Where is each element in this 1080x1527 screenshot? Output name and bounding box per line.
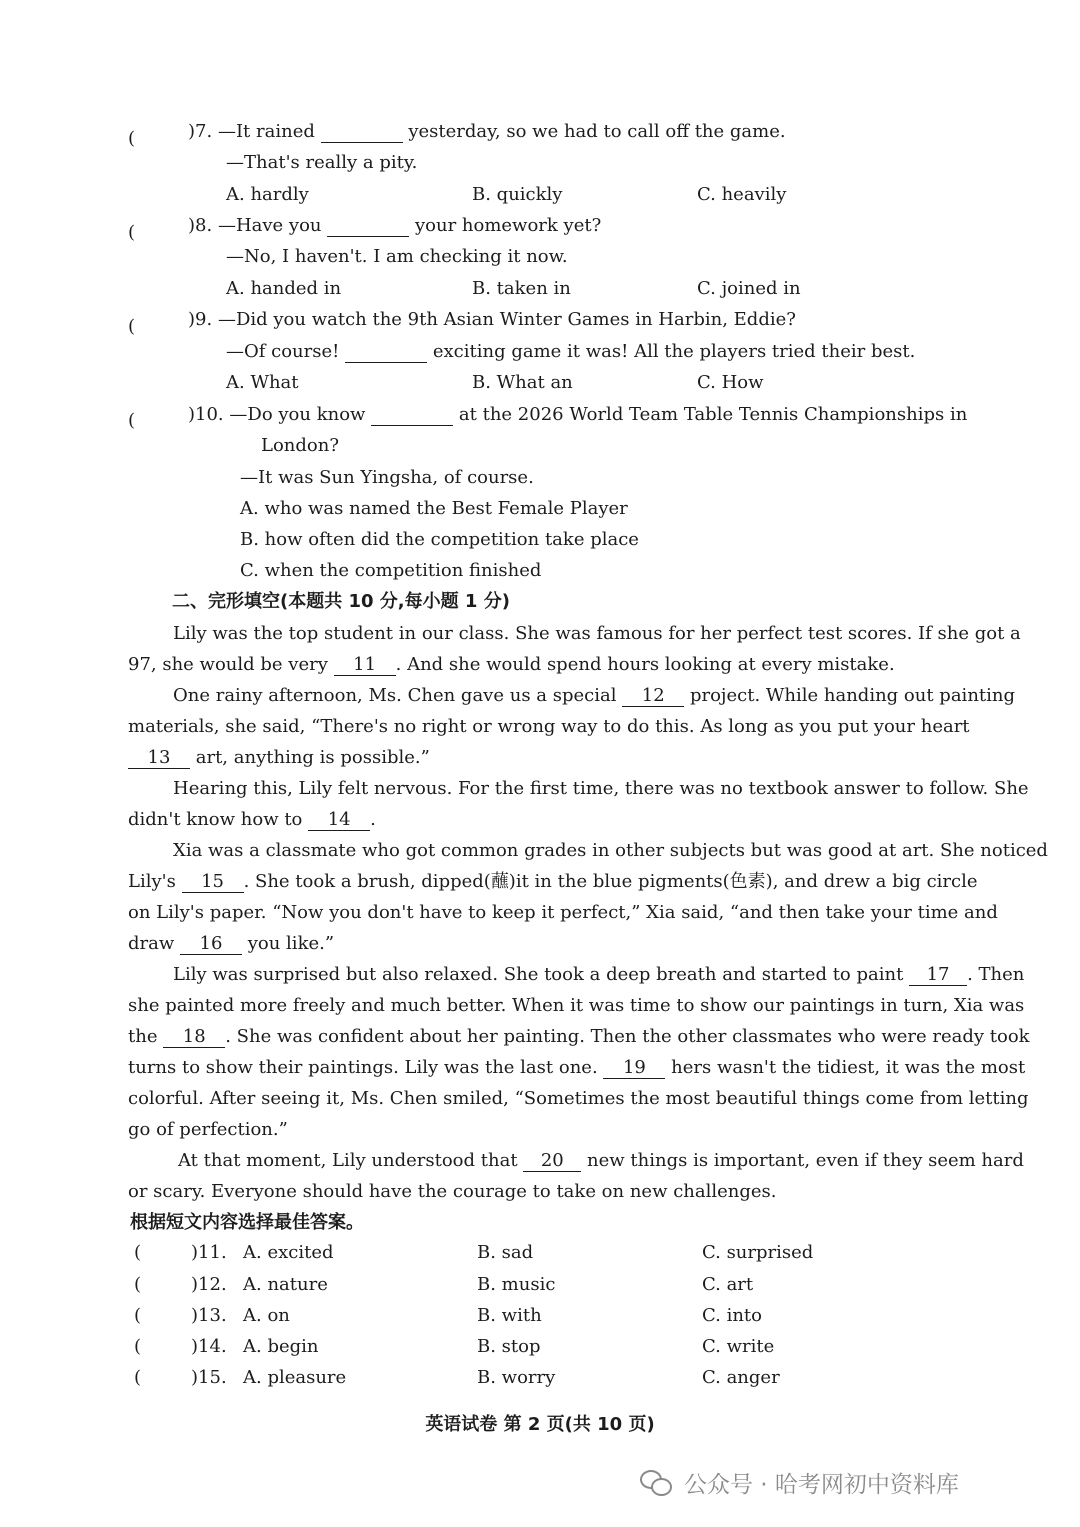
- cloze-blank-15: 15: [182, 872, 244, 893]
- wechat-icon: [640, 1470, 674, 1496]
- question-text: —It rained: [217, 121, 315, 142]
- question-9-line2: [226, 340, 915, 364]
- answer-paren: (: [128, 128, 136, 149]
- answer-paren: (: [128, 410, 136, 431]
- passage-line: At that moment, Lily understood that 20 new things is important, even if they seem hard: [178, 1150, 1024, 1171]
- question-text: —Did you watch the 9th Asian Winter Games in Harbin, Eddie?: [217, 309, 796, 330]
- question-10-line2: —It was Sun Yingsha, of course.: [240, 467, 534, 488]
- option-a: A. excited: [243, 1242, 334, 1263]
- option-c: C. surprised: [702, 1242, 814, 1263]
- option-b: B. with: [477, 1305, 542, 1326]
- option-b: B. worry: [477, 1367, 556, 1388]
- passage-line: or scary. Everyone should have the courage to take on new challenges.: [128, 1181, 777, 1202]
- cloze-blank-13: 13: [128, 748, 190, 769]
- passage-line: colorful. After seeing it, Ms. Chen smiled, “Sometimes the most beautiful things come from letting: [128, 1088, 1029, 1109]
- option-b: B. taken in: [472, 278, 571, 299]
- cloze-blank-12: 12: [622, 686, 684, 707]
- option-c: C. How: [697, 372, 764, 393]
- passage-line: One rainy afternoon, Ms. Chen gave us a special 12 project. While handing out painting: [173, 685, 1016, 706]
- answer-blank: [321, 122, 403, 143]
- passage-line: 97, she would be very 11 . And she would spend hours looking at every mistake.: [128, 654, 895, 675]
- question-text: —Have you: [217, 215, 322, 236]
- answer-blank: [371, 405, 453, 426]
- choice-row-15: ( )15.: [134, 1367, 227, 1388]
- option-a: A. handed in: [226, 278, 342, 299]
- cloze-blank-17: 17: [909, 965, 967, 986]
- option-b: B. music: [477, 1274, 556, 1295]
- answer-paren: (: [128, 222, 136, 243]
- choice-row-12: ( )12.: [134, 1274, 227, 1295]
- passage-line: Lily was surprised but also relaxed. She took a deep breath and started to paint 17 . Then: [173, 964, 1025, 985]
- answer-blank: [345, 342, 427, 363]
- question-10-line1: [188, 403, 967, 427]
- cloze-blank-14: 14: [308, 810, 370, 831]
- answer-blank: [327, 216, 409, 237]
- passage-line: draw 16 you like.”: [128, 933, 335, 954]
- cloze-blank-18: 18: [163, 1027, 225, 1048]
- passage-line: turns to show their paintings. Lily was the last one. 19 hers wasn't the tidiest, it was the most: [128, 1057, 1026, 1078]
- cloze-blank-11: 11: [334, 655, 396, 676]
- option-a: A. hardly: [226, 184, 309, 205]
- option-a: A. What: [226, 372, 299, 393]
- section-heading: 二、完形填空(本题共 10 分,每小题 1 分): [172, 591, 510, 612]
- option-a: A. on: [243, 1305, 290, 1326]
- question-text: yesterday, so we had to call off the game.: [408, 121, 786, 142]
- passage-line: go of perfection.”: [128, 1119, 288, 1140]
- question-9-line1: [188, 308, 796, 332]
- option-c: C. heavily: [697, 184, 787, 205]
- option-b: B. What an: [472, 372, 573, 393]
- option-a: A. who was named the Best Female Player: [240, 498, 628, 519]
- passage-line: on Lily's paper. “Now you don't have to keep it perfect,” Xia said, “and then take your time and: [128, 902, 998, 923]
- passage-line: the 18 . She was confident about her painting. Then the other classmates who were ready took: [128, 1026, 1030, 1047]
- question-text: your homework yet?: [414, 215, 602, 236]
- choice-row-14: ( )14.: [134, 1336, 227, 1357]
- cloze-blank-16: 16: [180, 934, 242, 955]
- option-c: C. anger: [702, 1367, 780, 1388]
- option-b: B. sad: [477, 1242, 534, 1263]
- option-b: B. how often did the competition take place: [240, 529, 639, 550]
- question-number: )9.: [188, 309, 213, 330]
- option-a: A. begin: [243, 1336, 319, 1357]
- question-number: )8.: [188, 215, 213, 236]
- passage-line: Lily's 15 . She took a brush, dipped(蘸)it in the blue pigments(色素), and drew a big circle: [128, 871, 978, 892]
- question-number: )10.: [188, 404, 224, 425]
- option-c: C. art: [702, 1274, 754, 1295]
- question-7-line2: —That's really a pity.: [226, 152, 418, 173]
- option-c: C. into: [702, 1305, 762, 1326]
- question-text: at the 2026 World Team Table Tennis Championships in: [458, 404, 968, 425]
- passage-line: Lily was the top student in our class. She was famous for her perfect test scores. If she got a: [173, 623, 1021, 644]
- question-text: —Do you know: [229, 404, 366, 425]
- passage-line: Hearing this, Lily felt nervous. For the first time, there was no textbook answer to follow. She: [173, 778, 1029, 799]
- page-footer: 英语试卷 第 2 页(共 10 页): [425, 1414, 655, 1435]
- option-a: A. pleasure: [243, 1367, 347, 1388]
- passage-line: materials, she said, “There's no right or wrong way to do this. As long as you put your heart: [128, 716, 970, 737]
- question-number: )7.: [188, 121, 213, 142]
- option-b: B. stop: [477, 1336, 541, 1357]
- passage-line: 13 art, anything is possible.”: [128, 746, 430, 770]
- watermark-text: 公众号 · 哈考网初中资料库: [684, 1472, 959, 1498]
- question-8-line1: [188, 214, 601, 238]
- option-a: A. nature: [243, 1274, 328, 1295]
- passage-line: she painted more freely and much better. When it was time to show our paintings in turn, Xia was: [128, 995, 1025, 1016]
- passage-line: Xia was a classmate who got common grades in other subjects but was good at art. She noticed: [173, 840, 1048, 861]
- instruction: 根据短文内容选择最佳答案。: [130, 1212, 364, 1233]
- option-b: B. quickly: [472, 184, 563, 205]
- choice-row-13: ( )13.: [134, 1305, 227, 1326]
- question-text: exciting game it was! All the players tried their best.: [432, 341, 916, 362]
- watermark: [640, 1466, 959, 1499]
- question-text: —Of course!: [226, 341, 340, 362]
- option-c: C. when the competition finished: [240, 560, 542, 581]
- option-c: C. joined in: [697, 278, 801, 299]
- option-c: C. write: [702, 1336, 775, 1357]
- question-8-line2: —No, I haven't. I am checking it now.: [226, 246, 568, 267]
- question-10-line1-cont: London?: [261, 435, 339, 456]
- cloze-blank-19: 19: [603, 1058, 665, 1079]
- answer-paren: (: [128, 316, 136, 337]
- cloze-blank-20: 20: [523, 1151, 581, 1172]
- question-7-line1: [188, 120, 786, 144]
- passage-line: didn't know how to 14 .: [128, 809, 376, 830]
- choice-row-11: ( )11.: [134, 1242, 227, 1263]
